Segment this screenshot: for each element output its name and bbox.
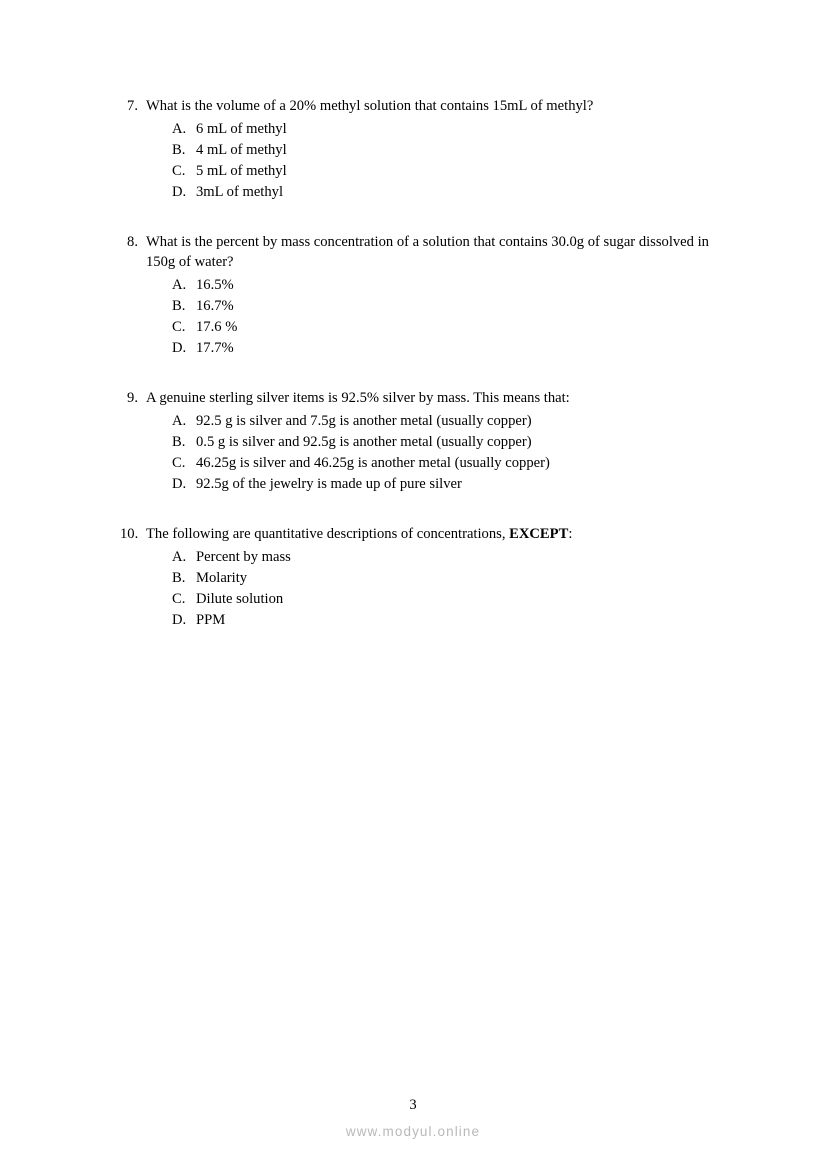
choice-text: 17.7% — [196, 340, 234, 357]
question-text: A genuine sterling silver items is 92.5% silver by mass. This means that: — [146, 390, 570, 407]
choice-text: PPM — [196, 611, 226, 628]
question-text: What is the percent by mass concentration of a solution that contains 30.0g of sugar dissolved in 150g of water? — [146, 233, 709, 271]
choice-item[interactable] — [172, 432, 740, 453]
choice-item[interactable] — [172, 411, 740, 432]
choice-letter: B. — [172, 298, 186, 315]
watermark: www.modyul.online — [345, 1124, 481, 1139]
spacer — [120, 376, 740, 388]
choice-item[interactable] — [172, 161, 740, 182]
choice-item[interactable] — [172, 453, 740, 474]
choice-item[interactable] — [172, 474, 740, 495]
choice-list — [120, 547, 740, 631]
choice-letter: A. — [172, 120, 187, 137]
choice-letter: D. — [172, 611, 187, 628]
question-stem — [120, 232, 740, 273]
choice-text: 3mL of methyl — [196, 183, 284, 200]
spacer — [120, 512, 740, 524]
choice-text: 92.5g of the jewelry is made up of pure silver — [196, 475, 462, 492]
choice-letter: B. — [172, 141, 186, 158]
choice-text: 92.5 g is silver and 7.5g is another metal (usually copper) — [196, 412, 532, 429]
question-stem — [120, 96, 740, 117]
question-item — [120, 388, 740, 495]
choice-item[interactable] — [172, 275, 740, 296]
choice-text: 16.5% — [196, 277, 234, 294]
choice-text: Percent by mass — [196, 548, 291, 565]
choice-letter: B. — [172, 433, 186, 450]
choice-letter: D. — [172, 183, 187, 200]
question-number: 9. — [127, 390, 138, 407]
question-text: What is the volume of a 20% methyl solution that contains 15mL of methyl? — [146, 98, 594, 114]
choice-letter: B. — [172, 569, 186, 586]
question-number: 10. — [120, 525, 139, 542]
choice-list — [120, 411, 740, 495]
choice-item[interactable] — [172, 547, 740, 568]
choice-item[interactable] — [172, 589, 740, 610]
choice-item[interactable] — [172, 296, 740, 317]
choice-letter: C. — [172, 590, 186, 607]
choice-text: 46.25g is silver and 46.25g is another metal (usually copper) — [196, 454, 550, 471]
choice-item[interactable] — [172, 182, 740, 203]
choice-list — [120, 119, 740, 203]
choice-letter: D. — [172, 475, 187, 492]
choice-text: 17.6 % — [196, 319, 238, 336]
page-number: 3 — [409, 1097, 417, 1113]
choice-letter: C. — [172, 319, 186, 336]
choice-item[interactable] — [172, 338, 740, 359]
spacer — [120, 220, 740, 232]
choice-letter: A. — [172, 277, 187, 294]
choice-letter: A. — [172, 548, 187, 565]
choice-letter: C. — [172, 162, 186, 179]
choice-item[interactable] — [172, 119, 740, 140]
question-stem — [120, 388, 740, 409]
question-item — [120, 524, 740, 631]
question-stem — [120, 524, 740, 545]
question-text-tail: : — [568, 525, 573, 542]
choice-list — [120, 275, 740, 359]
choice-letter: D. — [172, 340, 187, 357]
choice-text: 16.7% — [196, 298, 234, 315]
choice-letter: A. — [172, 412, 187, 429]
choice-text: 0.5 g is silver and 92.5g is another metal (usually copper) — [196, 433, 532, 450]
question-item — [120, 232, 740, 359]
choice-text: 5 mL of methyl — [196, 162, 287, 179]
question-text-emphasis: EXCEPT — [509, 525, 569, 542]
question-list — [120, 96, 740, 648]
choice-item[interactable] — [172, 568, 740, 589]
choice-letter: C. — [172, 454, 186, 471]
question-number: 7. — [127, 98, 138, 114]
question-text-lead: The following are quantitative descriptions of concentrations, — [146, 525, 510, 542]
choice-item[interactable] — [172, 317, 740, 338]
choice-item[interactable] — [172, 140, 740, 161]
question-number: 8. — [127, 233, 138, 250]
choice-text: 6 mL of methyl — [196, 120, 287, 137]
question-text — [146, 524, 740, 545]
question-item — [120, 96, 740, 203]
choice-text: 4 mL of methyl — [196, 141, 287, 158]
choice-text: Dilute solution — [196, 590, 284, 607]
choice-text: Molarity — [196, 569, 248, 586]
choice-item[interactable] — [172, 610, 740, 631]
